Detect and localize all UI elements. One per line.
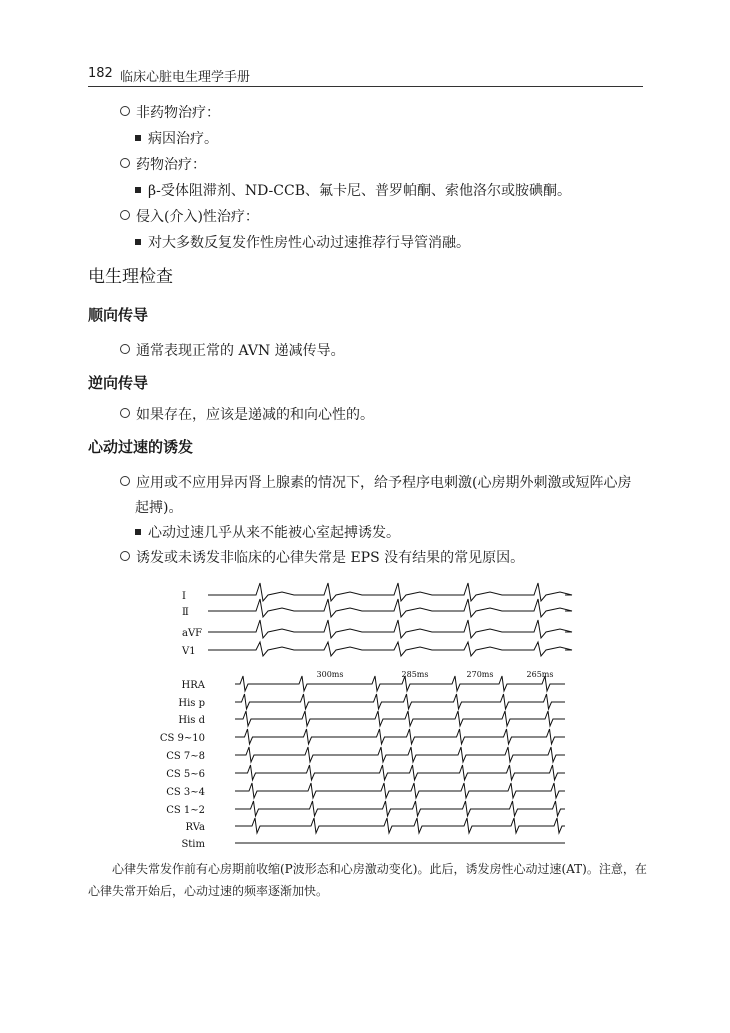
list-item: 药物治疗：	[120, 154, 206, 174]
caption-line: 心律失常开始后，心动过速的频率逐渐加快。	[88, 884, 329, 898]
trace-line	[235, 818, 565, 833]
channel-label: RVa	[185, 822, 205, 833]
trace-line	[235, 694, 565, 709]
channel-label: His d	[178, 715, 205, 726]
channel-label: V1	[182, 646, 196, 657]
list-item: 病因治疗。	[135, 128, 218, 148]
channel-label: Ⅱ	[182, 607, 189, 618]
subsection-title: 顺向传导	[88, 306, 149, 324]
trace-line	[235, 729, 565, 744]
trace-line	[235, 711, 565, 726]
figure-caption	[88, 858, 648, 902]
interval-label: 285ms	[401, 670, 429, 679]
circle-bullet-icon	[120, 476, 130, 486]
intracardiac-electrogram-figure	[150, 580, 580, 860]
subsection-title: 逆向传导	[88, 374, 149, 392]
trace-line	[208, 620, 572, 638]
square-bullet-icon	[135, 135, 141, 141]
list-item-continuation: 起搏)。	[135, 500, 183, 516]
list-item: 应用或不应用异丙肾上腺素的情况下，给予程序电刺激(心房期外刺激或短阵心房	[120, 472, 631, 492]
list-item: 如果存在，应该是递减的和向心性的。	[120, 404, 374, 424]
circle-bullet-icon	[120, 408, 130, 418]
interval-label: 270ms	[466, 670, 494, 679]
channel-label: CS 7~8	[166, 751, 205, 762]
caption-line: 心律失常发作前有心房期前收缩(P波形态和心房激动变化)。此后，诱发房性心动过速(AT)。注意，在	[112, 862, 647, 876]
page-header	[88, 60, 643, 87]
channel-label: Ⅰ	[182, 591, 186, 602]
trace-line	[208, 642, 572, 656]
trace-line	[235, 676, 565, 691]
list-item: 侵入(介入)性治疗：	[120, 206, 259, 226]
trace-line	[235, 801, 565, 816]
list-item: 通常表现正常的 AVN 递减传导。	[120, 340, 345, 360]
list-item: 对大多数反复发作性房性心动过速推荐行导管消融。	[135, 232, 470, 252]
square-bullet-icon	[135, 239, 141, 245]
channel-label: Stim	[181, 839, 205, 850]
list-item: 非药物治疗：	[120, 102, 220, 122]
book-title: 临床心脏电生理学手册	[120, 70, 251, 85]
circle-bullet-icon	[120, 551, 130, 561]
channel-label: CS 1~2	[166, 805, 205, 816]
channel-label: CS 5~6	[166, 769, 205, 780]
circle-bullet-icon	[120, 158, 130, 168]
trace-line	[235, 783, 565, 798]
list-item: β-受体阻滞剂、ND-CCB、氟卡尼、普罗帕酮、索他洛尔或胺碘酮。	[135, 180, 571, 200]
square-bullet-icon	[135, 529, 141, 535]
channel-label: CS 9~10	[159, 733, 205, 744]
square-bullet-icon	[135, 187, 141, 193]
interval-label: 265ms	[526, 670, 554, 679]
trace-line	[208, 599, 572, 617]
trace-line	[208, 583, 572, 601]
trace-line	[235, 765, 565, 780]
interval-label: 300ms	[316, 670, 344, 679]
trace-line	[235, 747, 565, 762]
channel-label: HRA	[181, 680, 205, 691]
circle-bullet-icon	[120, 344, 130, 354]
circle-bullet-icon	[120, 210, 130, 220]
subsection-title: 心动过速的诱发	[88, 438, 194, 456]
list-item: 诱发或未诱发非临床的心律失常是 EPS 没有结果的常见原因。	[120, 547, 524, 567]
list-item: 心动过速几乎从来不能被心室起搏诱发。	[135, 522, 400, 542]
section-title: 电生理检查	[88, 267, 173, 287]
circle-bullet-icon	[120, 106, 130, 116]
channel-label: CS 3~4	[166, 787, 205, 798]
channel-label: His p	[178, 698, 205, 709]
page-number: 182	[88, 66, 113, 81]
channel-label: aVF	[182, 628, 203, 639]
